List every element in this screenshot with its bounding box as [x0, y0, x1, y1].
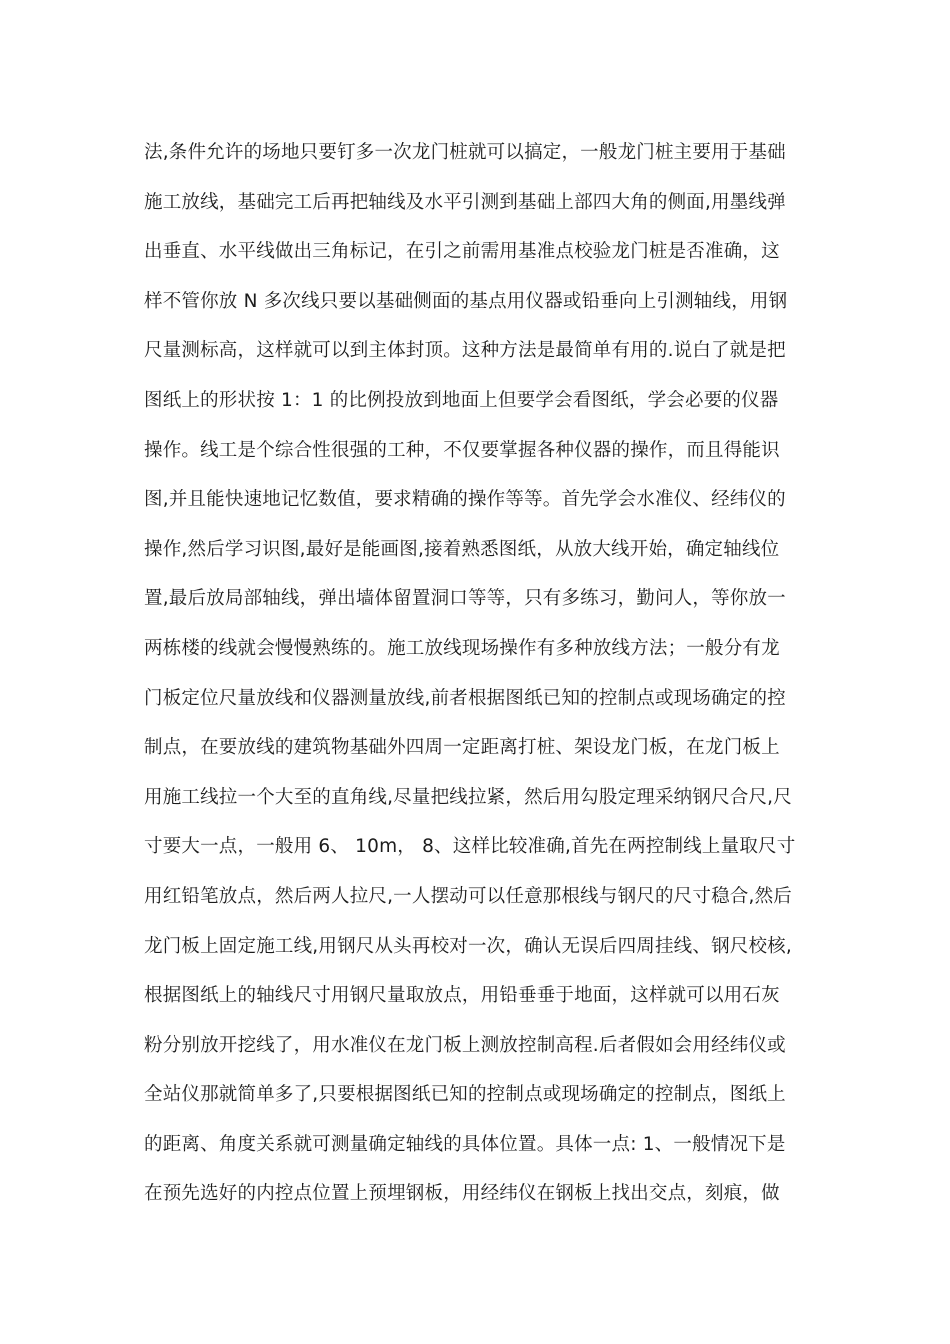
text-line: 用施工线拉一个大至的直角线,尽量把线拉紧，然后用勾股定理采纳钢尺合尺,尺: [144, 786, 792, 808]
text-line: 门板定位尺量放线和仪器测量放线,前者根据图纸已知的控制点或现场确定的控: [144, 687, 786, 709]
text-line: 粉分别放开挖线了，用水准仪在龙门板上测放控制高程.后者假如会用经纬仪或: [144, 1034, 786, 1056]
text-line: 样不管你放 N 多次线只要以基础侧面的基点用仪器或铅垂向上引测轴线，用钢: [144, 290, 788, 312]
text-line: 出垂直、水平线做出三角标记，在引之前需用基准点校验龙门桩是否准确，这: [144, 241, 780, 263]
text-line: 根据图纸上的轴线尺寸用钢尺量取放点，用铅垂垂于地面，这样就可以用石灰: [144, 985, 780, 1007]
text-line: 图纸上的形状按 1：1 的比例投放到地面上但要学会看图纸，学会必要的仪器: [144, 389, 779, 411]
text-line: 的距离、角度关系就可测量确定轴线的具体位置。具体一点: 1、一般情况下是: [144, 1133, 786, 1155]
text-line: 施工放线，基础完工后再把轴线及水平引测到基础上部四大角的侧面,用墨线弹: [144, 191, 786, 213]
text-line: 置,最后放局部轴线，弹出墙体留置洞口等等，只有多练习，勤问人，等你放一: [144, 588, 786, 610]
text-line: 操作,然后学习识图,最好是能画图,接着熟悉图纸，从放大线开始，确定轴线位: [144, 538, 780, 560]
text-line: 两栋楼的线就会慢慢熟练的。施工放线现场操作有多种放线方法；一般分有龙: [144, 637, 780, 659]
text-line: 寸要大一点，一般用 6、 10m， 8、这样比较准确,首先在两控制线上量取尺寸: [144, 836, 796, 858]
text-line: 法,条件允许的场地只要钉多一次龙门桩就可以搞定，一般龙门桩主要用于基础: [144, 142, 786, 163]
text-line: 操作。线工是个综合性很强的工种，不仅要掌握各种仪器的操作，而且得能识: [144, 439, 780, 461]
text-line: 用红铅笔放点，然后两人拉尺,一人摆动可以任意那根线与钢尺的尺寸稳合,然后: [144, 885, 792, 907]
text-line: 制点，在要放线的建筑物基础外四周一定距离打桩、架设龙门板，在龙门板上: [144, 737, 780, 759]
text-line: 全站仪那就简单多了,只要根据图纸已知的控制点或现场确定的控制点，图纸上: [144, 1084, 786, 1106]
body-text: [144, 128, 824, 1219]
text-line: 龙门板上固定施工线,用钢尺从头再校对一次，确认无误后四周挂线、钢尺校核,: [144, 935, 792, 957]
text-line: 图,并且能快速地记忆数值，要求精确的操作等等。首先学会水准仪、经纬仪的: [144, 489, 786, 511]
text-line: 在预先选好的内控点位置上预埋钢板，用经纬仪在钢板上找出交点，刻痕，做: [144, 1183, 780, 1205]
text-line: 尺量测标高，这样就可以到主体封顶。这种方法是最简单有用的.说白了就是把: [144, 340, 786, 362]
